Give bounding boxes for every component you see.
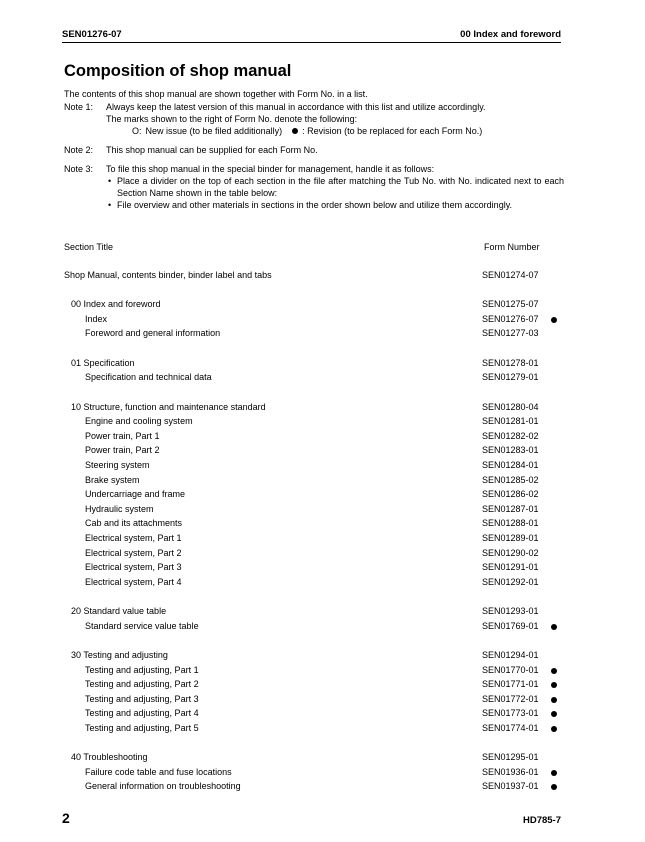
table-row [64, 781, 564, 796]
revision-dot-icon [551, 624, 557, 630]
new-issue-symbol: O: [132, 126, 142, 136]
table-row [64, 358, 564, 373]
form-number-cell: SEN01287-01 [482, 503, 539, 514]
note-1-line-1: Always keep the latest version of this manual in accordance with this list and utilize accordingly. [106, 102, 486, 112]
page-number: 2 [62, 810, 70, 826]
revision-dot-icon [551, 697, 557, 703]
section-title-cell: Electrical system, Part 3 [85, 562, 182, 573]
revision-dot-icon [551, 784, 557, 790]
form-number-cell: SEN01936-01 [482, 766, 539, 777]
table-row [64, 504, 564, 519]
row-spacer [64, 285, 564, 300]
row-spacer [64, 387, 564, 402]
form-number-cell: SEN01280-04 [482, 401, 539, 412]
revision-dot-icon [551, 682, 557, 688]
form-number-cell: SEN01275-07 [482, 299, 539, 310]
section-title-cell: Failure code table and fuse locations [85, 766, 232, 777]
table-row [64, 431, 564, 446]
section-title-cell: Electrical system, Part 4 [85, 576, 182, 587]
table-row [64, 445, 564, 460]
table-row [64, 270, 564, 285]
form-number-cell: SEN01289-01 [482, 532, 539, 543]
form-number-cell: SEN01769-01 [482, 620, 539, 631]
composition-table [64, 270, 564, 796]
form-number-cell: SEN01285-02 [482, 474, 539, 485]
section-title-cell: Steering system [85, 460, 150, 470]
revision-text: Revision (to be replaced for each Form No.) [307, 126, 483, 136]
column-header-section-title: Section Title [64, 242, 114, 252]
section-title-cell: Engine and cooling system [85, 416, 193, 427]
row-spacer [64, 343, 564, 358]
notes-block [64, 101, 564, 211]
header-rule [62, 42, 561, 43]
table-row [64, 606, 564, 621]
section-title-cell: Testing and adjusting, Part 5 [85, 722, 199, 733]
section-title-cell: 30 Testing and adjusting [71, 649, 168, 660]
note-2 [64, 144, 564, 156]
form-number-cell: SEN01288-01 [482, 518, 539, 529]
table-row [64, 665, 564, 680]
row-spacer [64, 737, 564, 752]
table-row [64, 299, 564, 314]
note-1 [64, 101, 564, 137]
section-title-cell: 20 Standard value table [71, 606, 167, 617]
header-section-name: 00 Index and foreword [460, 28, 561, 40]
form-number-cell: SEN01774-01 [482, 722, 539, 733]
note-3 [64, 163, 564, 211]
table-row [64, 475, 564, 490]
row-spacer [64, 591, 564, 606]
form-number-cell: SEN01281-01 [482, 416, 539, 427]
note-2-label: Note 2: [64, 145, 94, 155]
revision-dot-icon [551, 770, 557, 776]
section-title-cell: 01 Specification [71, 357, 135, 368]
header-doc-number: SEN01276-07 [62, 28, 122, 40]
machine-model: HD785-7 [522, 815, 561, 826]
table-row [64, 621, 564, 636]
section-title-cell: Testing and adjusting, Part 1 [85, 664, 199, 675]
section-title-cell: Cab and its attachments [85, 518, 183, 529]
table-row [64, 650, 564, 665]
table-row [64, 767, 564, 782]
note-3-text: To file this shop manual in the special binder for management, handle it as follows: [106, 164, 435, 174]
table-row [64, 460, 564, 475]
section-title-cell: 40 Troubleshooting [71, 752, 148, 763]
form-number-cell: SEN01286-02 [482, 489, 539, 500]
form-number-cell: SEN01293-01 [482, 606, 539, 617]
revision-dot-icon [551, 668, 557, 674]
table-row [64, 533, 564, 548]
note-3-bullet-1: • Place a divider on the top of each section in the file after matching the Tub No. with No. indicated next to each Section Name shown in the table below: [108, 176, 564, 198]
section-title-cell: Electrical system, Part 2 [85, 547, 182, 558]
form-number-cell: SEN01937-01 [482, 781, 539, 792]
section-title-cell: Shop Manual, contents binder, binder label and tabs [64, 270, 272, 280]
form-number-cell: SEN01773-01 [482, 708, 539, 719]
row-spacer [64, 635, 564, 650]
section-title-cell: 10 Structure, function and maintenance standard [71, 401, 266, 412]
table-row [64, 694, 564, 709]
table-row [64, 708, 564, 723]
page-header [62, 26, 561, 42]
table-row [64, 562, 564, 577]
page-title: Composition of shop manual [64, 62, 292, 80]
table-row [64, 328, 564, 343]
form-number-cell: SEN01772-01 [482, 693, 539, 704]
note-1-label: Note 1: [64, 102, 94, 112]
page-footer [62, 810, 561, 826]
bullet-icon: • [108, 176, 112, 186]
note-3-bullet-2: • File overview and other materials in sections in the order shown below and utilize them accordingly. [108, 200, 513, 210]
section-title-cell: 00 Index and foreword [71, 299, 161, 310]
table-row [64, 548, 564, 563]
table-row [64, 402, 564, 417]
form-number-cell: SEN01294-01 [482, 649, 539, 660]
note-3-label: Note 3: [64, 164, 94, 174]
form-number-cell: SEN01274-07 [482, 270, 539, 280]
table-row [64, 577, 564, 592]
table-row [64, 752, 564, 767]
table-row [64, 518, 564, 533]
section-title-cell: Testing and adjusting, Part 2 [85, 679, 199, 690]
form-number-cell: SEN01278-01 [482, 357, 539, 368]
form-number-cell: SEN01283-01 [482, 445, 539, 456]
section-title-cell: Electrical system, Part 1 [85, 532, 182, 543]
section-title-cell: General information on troubleshooting [85, 781, 241, 792]
section-title-cell: Foreword and general information [85, 328, 221, 339]
column-header-form-number: Form Number [484, 242, 540, 252]
form-number-cell: SEN01295-01 [482, 752, 539, 763]
form-number-cell: SEN01282-02 [482, 430, 539, 441]
intro-text: The contents of this shop manual are shown together with Form No. in a list. [64, 89, 368, 99]
form-number-cell: SEN01291-01 [482, 562, 539, 573]
table-row [64, 723, 564, 738]
form-number-cell: SEN01277-03 [482, 328, 539, 339]
bullet-icon: • [108, 200, 112, 210]
form-number-cell: SEN01292-01 [482, 576, 539, 587]
note-1-marks: O: New issue (to be filed additionally) : Revision (to be replaced for each Form No.) [132, 126, 483, 136]
form-number-cell: SEN01279-01 [482, 372, 539, 383]
note-2-text: This shop manual can be supplied for each Form No. [106, 145, 318, 155]
section-title-cell: Undercarriage and frame [85, 489, 186, 500]
section-title-cell: Index [85, 313, 108, 324]
table-row [64, 314, 564, 329]
table-row [64, 416, 564, 431]
table-row [64, 372, 564, 387]
new-issue-text: New issue (to be filed additionally) [145, 126, 283, 136]
section-title-cell: Power train, Part 2 [85, 445, 160, 456]
revision-dot-icon [551, 711, 557, 717]
table-row [64, 679, 564, 694]
section-title-cell: Specification and technical data [85, 372, 212, 383]
section-title-cell: Testing and adjusting, Part 3 [85, 693, 199, 704]
revision-dot-icon [292, 128, 298, 134]
section-title-cell: Standard service value table [85, 620, 199, 631]
form-number-cell: SEN01284-01 [482, 460, 539, 470]
form-number-cell: SEN01771-01 [482, 679, 539, 690]
section-title-cell: Hydraulic system [85, 503, 154, 514]
table-row [64, 489, 564, 504]
section-title-cell: Brake system [85, 474, 140, 485]
section-title-cell: Power train, Part 1 [85, 430, 160, 441]
note-1-line-2: The marks shown to the right of Form No. denote the following: [106, 114, 358, 124]
form-number-cell: SEN01276-07 [482, 313, 539, 324]
form-number-cell: SEN01770-01 [482, 664, 539, 675]
revision-dot-icon [551, 317, 557, 323]
revision-dot-icon [551, 726, 557, 732]
section-title-cell: Testing and adjusting, Part 4 [85, 708, 199, 719]
form-number-cell: SEN01290-02 [482, 547, 539, 558]
